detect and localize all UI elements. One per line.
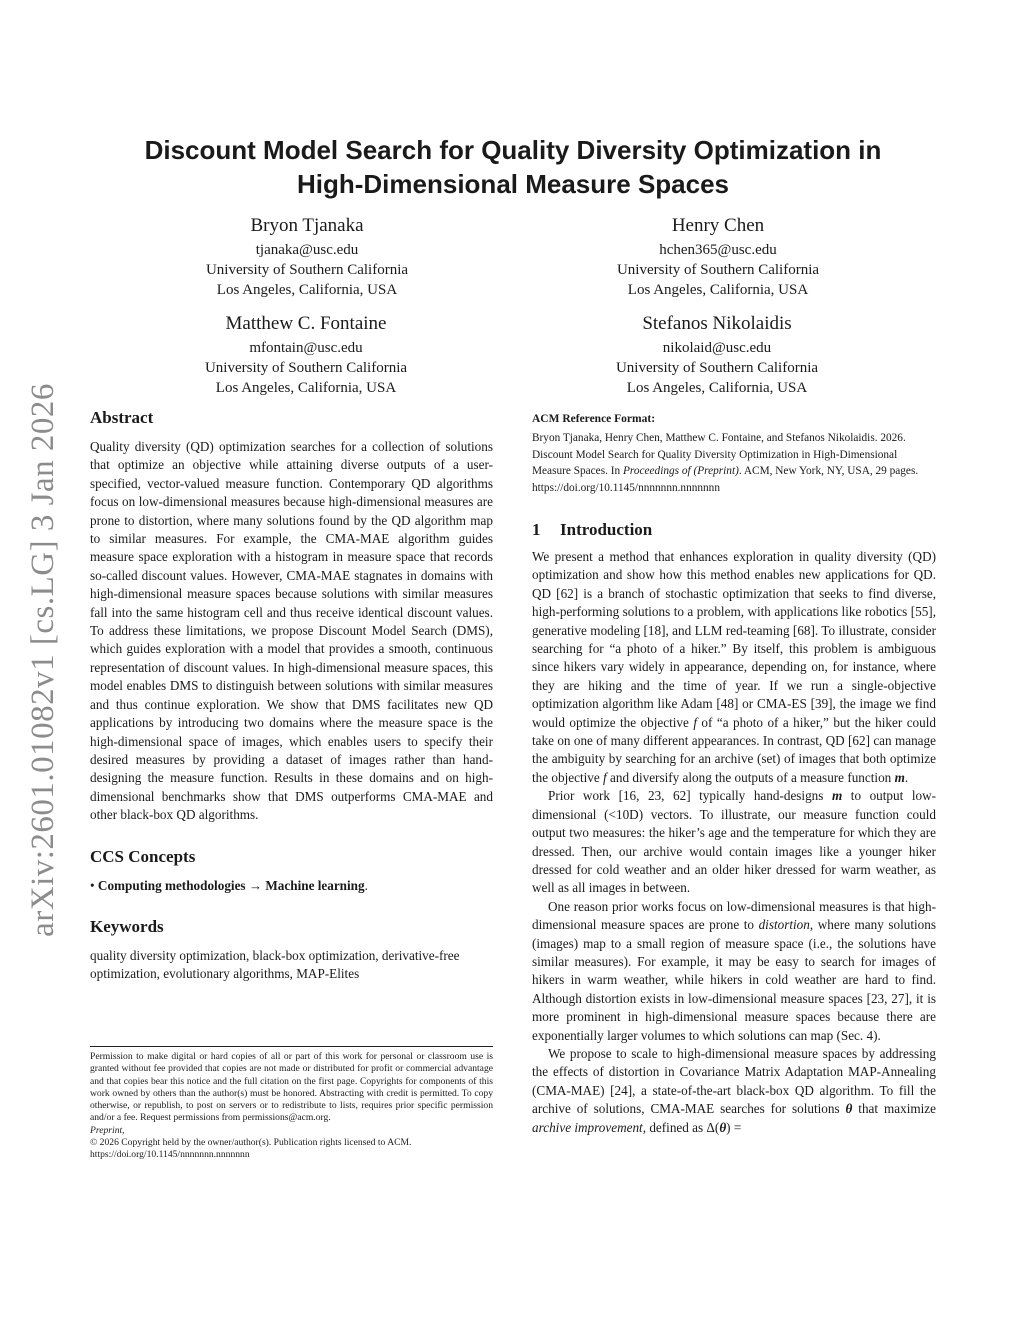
ccs-period: .: [364, 877, 368, 893]
author-name: Bryon Tjanaka: [250, 215, 364, 236]
author-location: Los Angeles, California, USA: [627, 282, 809, 298]
author-location: Los Angeles, California, USA: [215, 380, 397, 396]
acm-ref-proceedings: Proceedings of (Preprint): [622, 465, 739, 477]
acm-ref-part-1: Bryon Tjanaka, Henry Chen, Matthew C. Fontaine, and Stefanos Nikolaidis. 2026. Discount Model Search for Quality Diversity Optimization in High-Dimensional Measure Spaces. In: [532, 432, 906, 477]
keywords-text: quality diversity optimization, black-box optimization, derivative-free optimization, evolutionary algorithms, MAP-Elites: [90, 947, 460, 982]
paper-title-line-1: Discount Model Search for Quality Diversity Optimization in: [144, 135, 882, 165]
abstract-heading: Abstract: [90, 408, 154, 427]
author-email: nikolaid@usc.edu: [662, 340, 772, 356]
section-title: Introduction: [560, 520, 653, 539]
abstract-text: Quality diversity (QD) optimization searches for a collection of solutions that optimize an objective while attaining diverse outputs of a user-specified, vector-valued measure function. Contemporary QD algorithms focus on low-dimensional measures because high-dimensional measures are prone to distortion, where many solutions found by the QD algorithm map to similar measures. For example, the CMA-MAE algorithm guides measure space exploration with a histogram in measure space that records so-called discount values. However, CMA-MAE stagnates in domains with high-dimensional measure spaces because solutions with similar measures fall into the same histogram cell and thus receive identical discount values. To address these limitations, we propose Discount Model Search (DMS), which guides exploration with a model that provides a smooth, continuous representation of discount values. In high-dimensional measure spaces, this model enables DMS to distinguish between solutions with similar measures and thus continue exploration. We show that DMS facilitates new QD applications by introducing two domains where the measure space is the high-dimensional space of images, which enables users to specify their desired measures by providing a dataset of images rather than hand-designing the measure function. Results in these domains and on high-dimensional benchmarks show that DMS outperforms CMA-MAE and other black-box QD algorithms.: [90, 439, 493, 823]
author-affiliation: University of Southern California: [616, 262, 820, 278]
permission-footnote: [90, 1046, 493, 1162]
text-run: to output low-dimensional (<10D) vectors. To illustrate, our measure function could output two measures: the hiker’s age and the temperature for which they are dressed. Then, our archive would contain images like a younger hiker dressed for cold weather and an older hiker dressed for warm weather, as well as all images in between.: [532, 788, 936, 896]
doi-link[interactable]: https://doi.org/10.1145/nnnnnnn.nnnnnnn: [90, 1149, 250, 1161]
author-email: mfontain@usc.edu: [249, 340, 363, 356]
emphasis-archive-improvement: archive improvement: [532, 1119, 643, 1135]
ccs-concepts-item: [90, 877, 493, 895]
author-block-3: [146, 312, 466, 398]
acm-reference-heading: ACM Reference Format:: [532, 413, 656, 425]
author-email: hchen365@usc.edu: [659, 242, 777, 258]
author-name: Matthew C. Fontaine: [225, 313, 387, 334]
text-run: , where many solutions (images) map to a small region of measure space (i.e., the solutions have similar measures). For example, it may be easy to search for images of hikers in warm weather, while hikers in cold weather are hard to find. Although distortion exists in low-dimensional measure spaces [23, 27], it is more prominent in high-dimensional measure spaces because there are exponentially larger volumes to which solutions can map (Sec. 4).: [532, 917, 936, 1043]
acm-reference-text: [532, 430, 936, 496]
text-run: , defined as Δ(: [642, 1119, 720, 1135]
text-run: and diversify along the outputs of a measure function: [606, 769, 895, 785]
copyright-line: © 2026 Copyright held by the owner/author(s). Publication rights licensed to ACM.: [90, 1137, 412, 1149]
permission-text: Permission to make digital or hard copies of all or part of this work for personal or classroom use is granted without fee provided that copies are not made or distributed for profit or commercial advantage and that copies bear this notice and the full citation on the first page. Copyrights for components of this work owned by others than the author(s) must be honored. Abstracting with credit is permitted. To copy otherwise, or republish, to post on servers or to redistribute to lists, requires prior specific permission and/or a fee. Request permissions from permissions@acm.org.: [90, 1051, 493, 1124]
keywords-heading: Keywords: [90, 916, 164, 936]
arxiv-identifier-stamp: arXiv:2601.01082v1 [cs.LG] 3 Jan 2026: [25, 383, 61, 937]
author-block-4: [557, 312, 877, 398]
introduction-heading: [532, 520, 936, 540]
math-f: f: [693, 714, 697, 730]
author-affiliation: University of Southern California: [204, 360, 408, 376]
ccs-item-part-2: Machine learning: [265, 877, 365, 893]
acm-ref-part-2: . ACM, New York, NY, USA, 29 pages. https://doi.org/10.1145/nnnnnnn.nnnnnnn: [532, 465, 919, 494]
text-run: Prior work [16, 23, 62] typically hand-designs: [548, 788, 832, 804]
author-email: tjanaka@usc.edu: [255, 242, 359, 258]
intro-paragraph-3: [532, 898, 936, 1045]
intro-paragraph-2: [532, 787, 936, 897]
author-block-1: [147, 214, 467, 300]
paper-title-line-2: High-Dimensional Measure Spaces: [296, 169, 730, 199]
text-run: of “a photo of a hiker,” but the hiker could take on one of many different appearances. In contrast, QD [62] can manage the ambiguity by searching for an archive (set) of images that both optimize the objective: [532, 714, 936, 785]
math-f: f: [603, 769, 607, 785]
preprint-label: Preprint,: [90, 1124, 125, 1136]
text-run: We propose to scale to high-dimensional measure spaces by addressing the effects of distortion in Covariance Matrix Adaptation MAP-Annealing (CMA-MAE) [24], a state-of-the-art black-box QD algorithm. To fill the archive of solutions, CMA-MAE searches for solutions: [532, 1045, 936, 1117]
text-run: We present a method that enhances exploration in quality diversity (QD) optimization and show how this method enables new applications for QD. QD [62] is a branch of stochastic optimization that seeks to find diverse, high-performing solutions to a problem, with applications like robotics [55], generative modeling [18], and LLM red-teaming [68]. To illustrate, consider searching for “a photo of a hiker.” By itself, this problem is ambiguous since hikers vary widely in appearance, depending on, for instance, where they are hiking and the time of year. If we run a single-objective optimization algorithm like Adam [48] or CMA-ES [39], the image we find would optimize the objective: [532, 549, 936, 730]
author-location: Los Angeles, California, USA: [626, 380, 808, 396]
text-run: that maximize: [852, 1101, 936, 1117]
math-m: m: [894, 769, 905, 785]
author-name: Stefanos Nikolaidis: [642, 313, 792, 334]
emphasis-distortion: distortion: [758, 917, 810, 933]
intro-paragraph-1: [532, 548, 936, 787]
math-theta: θ: [845, 1101, 853, 1117]
ccs-concepts-heading: CCS Concepts: [90, 846, 196, 866]
ccs-item-part-1: Computing methodologies: [97, 877, 246, 893]
section-number: 1: [532, 520, 541, 539]
math-m: m: [831, 788, 843, 804]
ccs-arrow: →: [248, 877, 263, 893]
text-run: .: [904, 769, 909, 785]
author-location: Los Angeles, California, USA: [216, 282, 398, 298]
paper-title: [90, 133, 936, 201]
math-theta: θ: [719, 1119, 727, 1135]
author-affiliation: University of Southern California: [615, 360, 819, 376]
author-name: Henry Chen: [671, 215, 765, 236]
author-block-2: [558, 214, 878, 300]
text-run: ) =: [726, 1119, 742, 1135]
author-affiliation: University of Southern California: [205, 262, 409, 278]
left-column: [90, 408, 493, 984]
right-column: [532, 412, 936, 1137]
text-run: One reason prior works focus on low-dimensional measures is that high-dimensional measure spaces are prone to: [532, 898, 936, 933]
intro-paragraph-4: [532, 1045, 936, 1137]
ccs-bullet: •: [90, 877, 95, 893]
